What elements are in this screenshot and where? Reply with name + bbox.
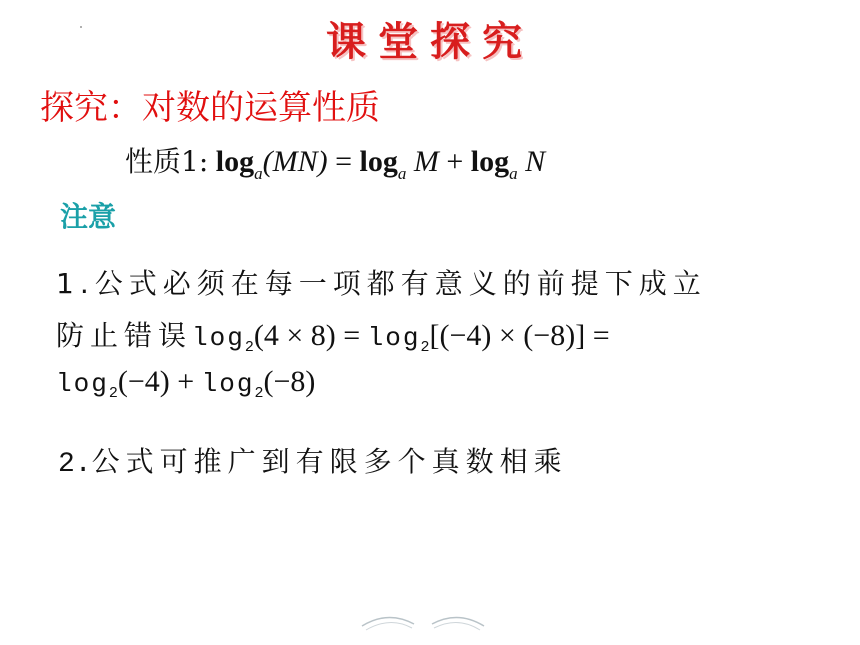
log-base: 2 [254,385,264,402]
log-base: 2 [244,339,254,356]
log-base: a [397,164,407,183]
equals-sign: = [327,145,360,178]
plus-sign: + [438,145,471,178]
decorative-swoosh [360,604,500,634]
error-example-line-1 [56,314,610,356]
log-base: 2 [420,339,430,356]
expression-part: [(−4) × (−8)] = [429,319,610,352]
argument-m: M [406,145,439,178]
log-base: a [254,164,263,183]
log-function: log [367,323,421,353]
expression-part: (−8) [263,365,316,398]
log-function: log [215,145,255,178]
expression-part: (−4) + [117,365,202,398]
property-label: 性质1: [125,145,209,178]
property-formula [125,140,545,184]
section-heading: 探究：对数的运算性质 [40,88,380,128]
item-text: 公式可推广到有限多个真数相乘 [91,445,568,478]
log-base: 2 [108,385,118,402]
log-function: log [470,145,510,178]
log-function: log [359,145,398,178]
item-number: 2. [58,449,92,480]
error-example-line-2 [56,365,315,402]
log-function: log [56,369,109,399]
argument-n: N [517,145,546,178]
log-function: log [192,323,245,353]
note-item-2 [58,440,568,480]
argument-mn: (MN) [262,145,328,178]
log-base: a [509,164,518,183]
expression-part: (4 × 8) = [253,319,368,352]
note-item-1: 1.公式必须在每一项都有意义的前提下成立 [56,267,707,300]
note-label: 注意 [60,200,117,233]
log-function: log [201,369,255,399]
slide-title: 课堂探究 [326,19,534,65]
example-prefix: 防止错误 [56,319,193,352]
